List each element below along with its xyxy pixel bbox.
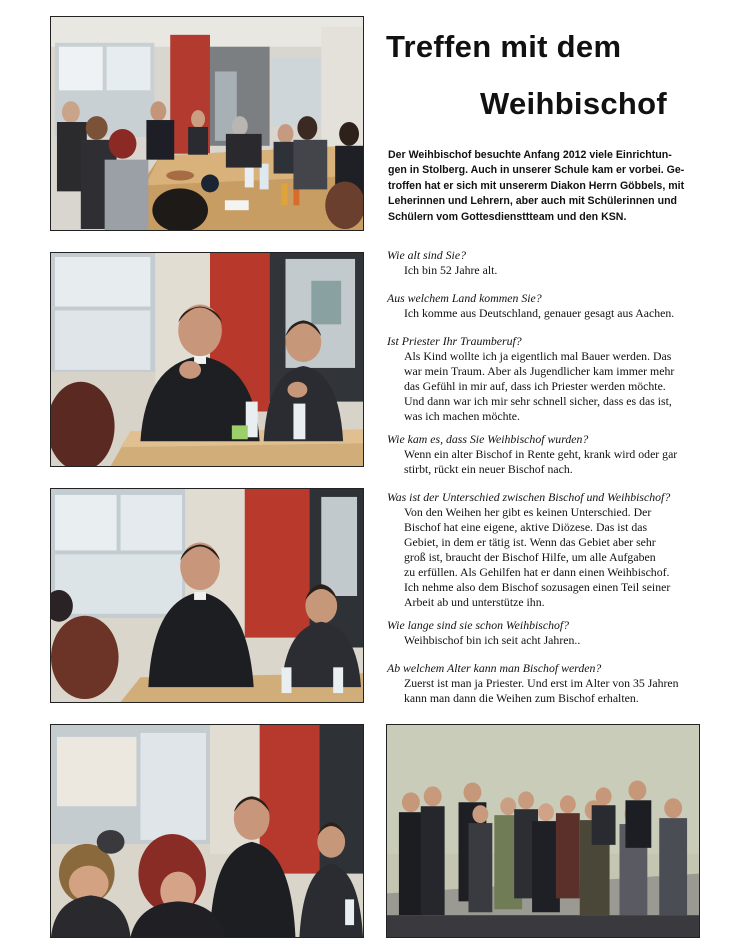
interview-answer: Zuerst ist man ja Priester. Und erst im Alter von 35 Jahren	[404, 676, 679, 690]
interview-answer: Ich bin 52 Jahre alt.	[404, 263, 498, 277]
interview-qa-6	[387, 618, 707, 648]
interview-question: Ist Priester Ihr Traumberuf?	[387, 334, 522, 348]
photo-bishop-talking-image	[51, 489, 363, 702]
interview-question: Ab welchem Alter kann man Bischof werden?	[387, 661, 602, 675]
photo-bishop-with-student	[50, 252, 364, 467]
article-intro	[388, 148, 708, 225]
interview-answer: Ich nehme also dem Bischof sozusagen einen Teil seiner	[404, 580, 671, 594]
photo-bishop-talking	[50, 488, 364, 703]
interview-question: Wie lange sind sie schon Weihbischof?	[387, 618, 570, 632]
interview-qa-4	[387, 432, 707, 477]
photo-students-listening	[50, 724, 364, 938]
interview-answer: Gebiet, in dem er tätig ist. Wenn das Gebiet aber sehr	[404, 535, 656, 549]
interview-answer: Arbeit ab und unterstütze ihn.	[404, 595, 545, 609]
photo-group-image	[387, 725, 699, 937]
interview-answer: Weihbischof bin ich seit acht Jahren..	[404, 633, 581, 647]
interview-answer: zu erfüllen. Als Gehilfen hat er dann einen Weihbischof.	[404, 565, 670, 579]
intro-line: troffen hat er sich mit unsererm Diakon Herrn Göbbels, mit	[388, 179, 685, 192]
article-title-line-1: Treffen mit dem	[386, 29, 622, 64]
interview-qa-3	[387, 334, 707, 424]
interview-answer: kann man dann die Weihen zum Bischof erhalten.	[404, 691, 639, 705]
interview-question: Was ist der Unterschied zwischen Bischof und Weihbischof?	[387, 490, 671, 504]
photo-meeting-table	[50, 16, 364, 231]
photo-group	[386, 724, 700, 938]
interview-answer: Bischof hat eine eigene, aktive Diözese. Das ist das	[404, 520, 648, 534]
interview-qa-7	[387, 661, 707, 706]
interview-answer: groß ist, braucht der Bischof Hilfe, um alle Aufgaben	[404, 550, 656, 564]
interview-question: Wie kam es, dass Sie Weihbischof wurden?	[387, 432, 589, 446]
interview-answer: Wenn ein alter Bischof in Rente geht, krank wird oder gar	[404, 447, 678, 461]
photo-students-listening-image	[51, 725, 363, 937]
intro-line: Leherinnen und Lehrern, aber auch mit Schülerinnen und	[388, 195, 678, 208]
intro-line: Schülern vom Gottesdiensttteam und den KSN.	[388, 210, 627, 223]
photo-bishop-with-student-image	[51, 253, 363, 466]
interview-answer: Als Kind wollte ich ja eigentlich mal Bauer werden. Das	[404, 349, 672, 363]
intro-line: Der Weihbischof besuchte Anfang 2012 viele Einrichtun-	[388, 149, 672, 161]
interview-answer: Von den Weihen her gibt es keinen Unterschied. Der	[404, 505, 652, 519]
interview-question: Wie alt sind Sie?	[387, 248, 466, 262]
article-title-line-2: Weihbischof	[480, 86, 668, 121]
interview-answer: Ich komme aus Deutschland, genauer gesagt aus Aachen.	[404, 306, 675, 320]
interview-answer: Und dann war ich mir sehr schnell sicher, dass es das ist,	[404, 394, 672, 408]
interview-qa-1	[387, 248, 707, 278]
intro-line: gen in Stolberg. Auch in unserer Schule kam er vorbei. Ge-	[388, 164, 685, 177]
interview-answer: das Gefühl in mir auf, dass ich Priester werden möchte.	[404, 379, 666, 393]
interview-question: Aus welchem Land kommen Sie?	[387, 291, 542, 305]
interview-qa-5	[387, 490, 707, 610]
interview-answer: war mein Traum. Aber als Jugendlicher kam immer mehr	[404, 364, 675, 378]
photo-meeting-table-image	[51, 17, 363, 230]
interview-answer: stirbt, rückt ein neuer Bischof nach.	[404, 462, 573, 476]
interview-answer: was ich machen möchte.	[404, 409, 520, 423]
interview-qa-2	[387, 291, 707, 321]
